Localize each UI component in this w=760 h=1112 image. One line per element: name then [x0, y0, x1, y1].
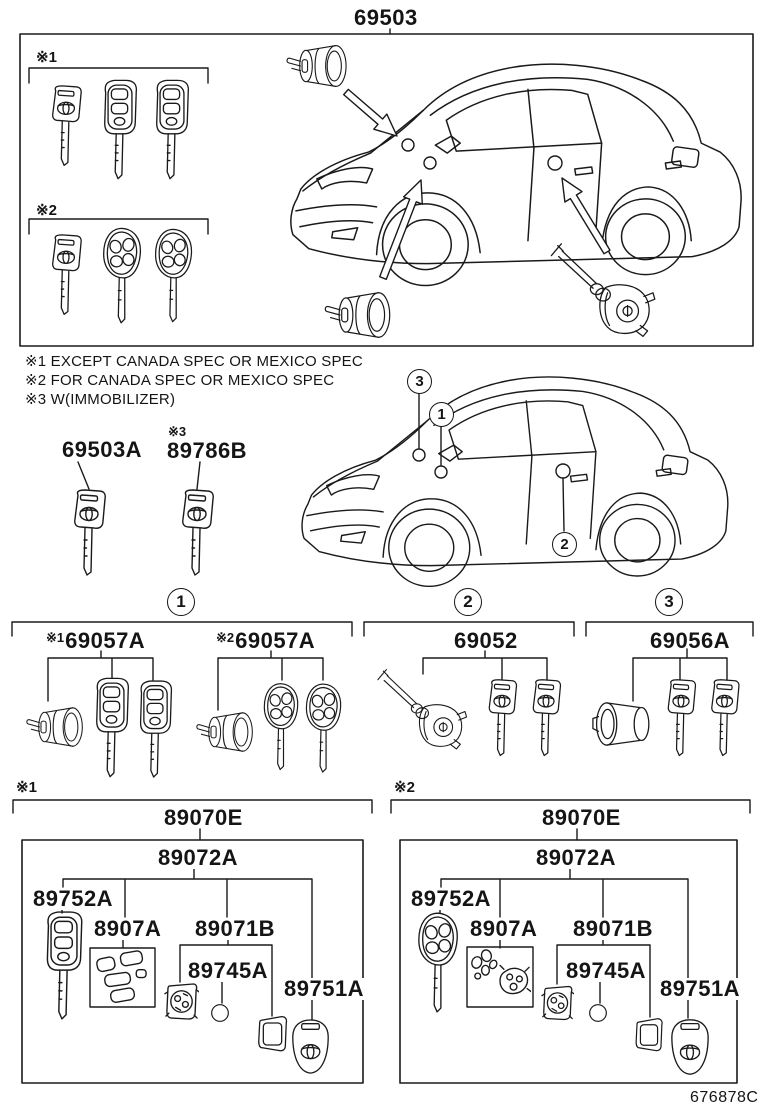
- part-label-immobilizer-key[interactable]: 89786B: [167, 438, 248, 463]
- kit1-part-label-kit[interactable]: 89070E: [164, 805, 243, 830]
- lock-cylinder-illustration: [325, 293, 389, 338]
- kit1-part-label-cover[interactable]: 89751A: [284, 976, 365, 1001]
- diagram-code: 676878C: [690, 1089, 759, 1106]
- kit1-part-label-battery[interactable]: 89745A: [188, 958, 269, 983]
- part-label-section3[interactable]: 69056A: [650, 628, 731, 653]
- marker: ※1: [46, 630, 65, 645]
- kit1-part-label-key[interactable]: 89752A: [33, 886, 114, 911]
- tree-section2: [423, 651, 547, 680]
- part-label-section1-group2[interactable]: $^{※2}$69057A: [216, 628, 316, 653]
- kit2-part-label-key[interactable]: 89752A: [411, 886, 492, 911]
- tree-section3: [633, 649, 727, 701]
- section2-items: [378, 670, 561, 756]
- note-line-1: ※1 EXCEPT CANADA SPEC OR MEXICO SPEC: [25, 353, 363, 370]
- key-group2-illustration: [53, 228, 192, 322]
- section3-callout[interactable]: 3: [655, 588, 683, 616]
- lock-position-markers: [402, 139, 570, 478]
- master-key-illustration: [75, 490, 106, 575]
- car-callout-2[interactable]: 2: [552, 532, 577, 557]
- group1-marker: ※1: [36, 49, 57, 66]
- kit2-part-label-battery[interactable]: 89745A: [566, 958, 647, 983]
- diagram-title-part-number[interactable]: 69503: [354, 5, 418, 30]
- note-line-3: ※3 W(IMMOBILIZER): [25, 391, 176, 408]
- kit2-part-label-module[interactable]: 89071B: [573, 916, 654, 941]
- section1-callout[interactable]: 1: [167, 588, 195, 616]
- kit2-part-label-kit[interactable]: 89070E: [542, 805, 621, 830]
- ignition-cylinder-illustration: [287, 46, 346, 87]
- section2-callout[interactable]: 2: [454, 588, 482, 616]
- key-group1-illustration: [53, 80, 189, 178]
- leader-key-labels: [78, 462, 200, 489]
- car-callout-1[interactable]: 1: [429, 402, 454, 427]
- kit2-part-label-cover[interactable]: 89751A: [660, 976, 741, 1001]
- kit1-part-label-pad[interactable]: 8907A: [94, 916, 162, 941]
- part-label-section1-group1[interactable]: $^{※1}$69057A: [46, 628, 146, 653]
- kit2-marker: ※2: [394, 779, 415, 796]
- section3-items: [593, 680, 739, 756]
- car-illustration-bottom: [302, 377, 728, 586]
- kit2-part-label-pad[interactable]: 8907A: [470, 916, 538, 941]
- part-label-master-key[interactable]: 69503A: [62, 437, 143, 462]
- car-callout-3[interactable]: 3: [407, 369, 432, 394]
- marker: ※2: [216, 630, 235, 645]
- kit1-part-label-housing[interactable]: 89072A: [158, 845, 239, 870]
- kit2-part-label-housing[interactable]: 89072A: [536, 845, 617, 870]
- group2-marker: ※2: [36, 202, 57, 219]
- immobilizer-marker: ※3: [168, 424, 187, 439]
- immobilizer-key-illustration: [183, 490, 214, 575]
- kit1-marker: ※1: [16, 779, 37, 796]
- kit1-part-label-module[interactable]: 89071B: [195, 916, 276, 941]
- note-line-2: ※2 FOR CANADA SPEC OR MEXICO SPEC: [25, 372, 335, 389]
- part-label-section2[interactable]: 69052: [454, 628, 518, 653]
